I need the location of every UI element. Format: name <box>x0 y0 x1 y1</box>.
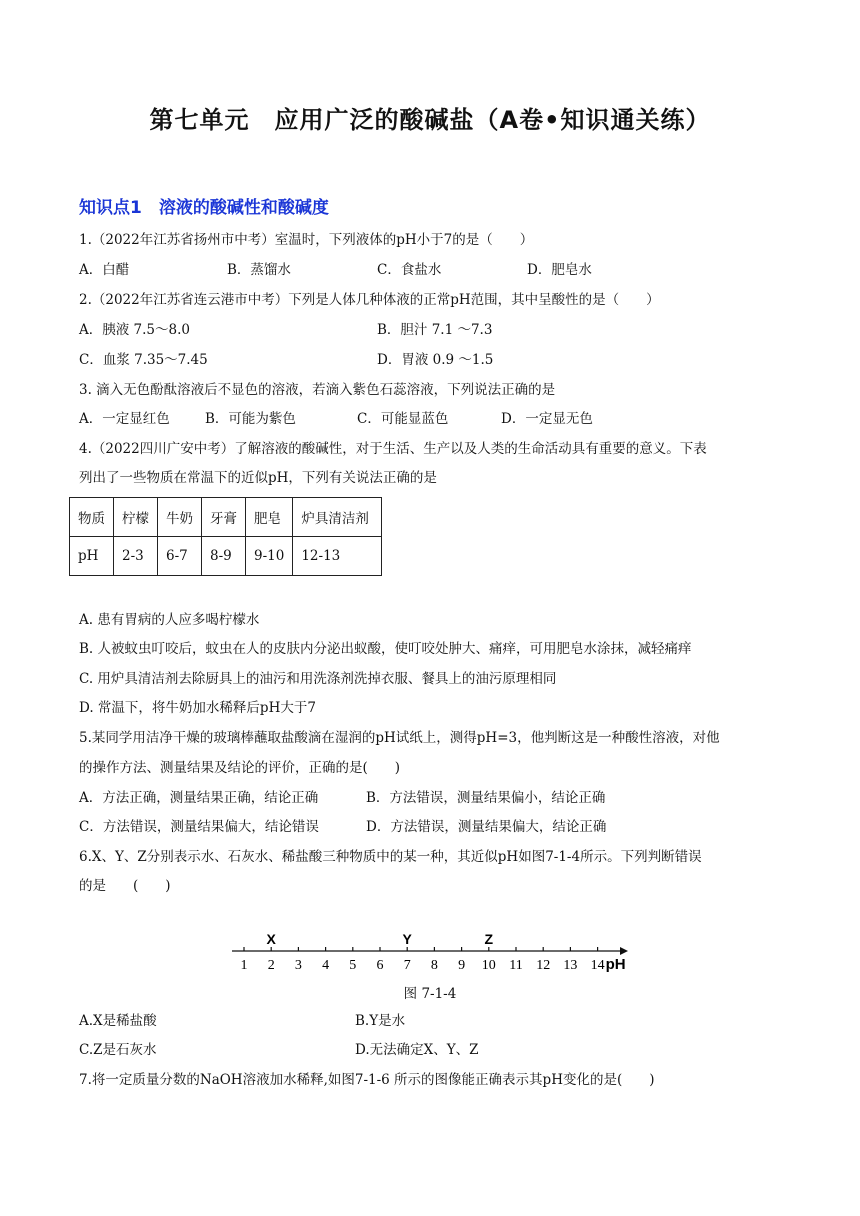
tick-label: 12 <box>536 958 551 973</box>
q5-option-c: C．方法错误，测量结果偏大，结论错误 <box>79 819 319 835</box>
axis-unit-label: pH <box>605 956 626 973</box>
question-1-stem: 1.（2022年江苏省扬州市中考）室温时，下列液体的pH小于7的是（ ） <box>79 232 534 248</box>
tick-label: 4 <box>322 958 330 973</box>
table-row <box>70 537 382 576</box>
table-header-row <box>70 498 382 537</box>
tick-label: 14 <box>590 958 605 973</box>
table-cell: 9-10 <box>246 537 293 576</box>
table-cell: 物质 <box>70 498 114 537</box>
q5-option-b: B．方法错误，测量结果偏小，结论正确 <box>366 790 606 806</box>
q1-option-b: B．蒸馏水 <box>227 262 291 278</box>
tick-label: 5 <box>349 958 357 973</box>
question-5-stem-line2: 的操作方法、测量结果及结论的评价，正确的是( ) <box>79 760 401 776</box>
q3-option-c: C．可能显蓝色 <box>357 411 449 427</box>
q1-option-d: D．肥皂水 <box>527 262 592 278</box>
q4-option-a: A. 患有胃病的人应多喝柠檬水 <box>79 612 260 628</box>
tick-label: 10 <box>481 958 496 973</box>
q1-option-a: A．白醋 <box>79 262 130 278</box>
marker-label-y: Y <box>402 931 412 947</box>
q6-option-c: C.Z是石灰水 <box>79 1042 157 1058</box>
marker-label-x: X <box>266 931 276 947</box>
q3-option-b: B．可能为紫色 <box>205 411 296 427</box>
q2-option-b: B．胆汁 7.1 ～7.3 <box>377 322 493 338</box>
page-title: 第七单元 应用广泛的酸碱盐（A卷•知识通关练） <box>149 106 711 134</box>
tick-label: 13 <box>563 958 578 973</box>
table-cell: 炉具清洁剂 <box>293 498 382 537</box>
q6-option-d: D.无法确定X、Y、Z <box>355 1042 479 1058</box>
question-6-stem-line1: 6.X、Y、Z分别表示水、石灰水、稀盐酸三种物质中的某一种，其近似pH如图7-1-4所示。下列判断错误 <box>79 849 702 865</box>
question-7-stem: 7.将一定质量分数的NaOH溶液加水稀释,如图7-1-6 所示的图像能正确表示其pH变化的是( ) <box>79 1072 655 1088</box>
q1-option-c: C．食盐水 <box>377 262 442 278</box>
q2-option-a: A．胰液 7.5～8.0 <box>79 322 190 338</box>
table-cell: 牙膏 <box>202 498 246 537</box>
tick-label: 6 <box>376 958 384 973</box>
ph-table <box>69 497 382 576</box>
q4-option-d: D. 常温下，将牛奶加水稀释后pH大于7 <box>79 700 316 716</box>
question-2-stem: 2.（2022年江苏省连云港市中考）下列是人体几种体液的正常pH范围，其中呈酸性的是（ ） <box>79 292 660 308</box>
q4-option-c: C. 用炉具清洁剂去除厨具上的油污和用洗涤剂洗掉衣服、餐具上的油污原理相同 <box>79 671 557 687</box>
table-cell: 8-9 <box>202 537 246 576</box>
figure-caption: 图 7-1-4 <box>403 986 457 1002</box>
q2-option-c: C．血浆 7.35～7.45 <box>79 352 208 368</box>
axis-arrow-icon <box>620 947 628 955</box>
table-cell: 牛奶 <box>158 498 202 537</box>
question-3-stem: 3. 滴入无色酚酞溶液后不显色的溶液，若滴入紫色石蕊溶液，下列说法正确的是 <box>79 382 556 398</box>
table-cell: 2-3 <box>114 537 158 576</box>
section-heading: 知识点1 溶液的酸碱性和酸碱度 <box>79 198 329 218</box>
q2-option-d: D．胃液 0.9 ～1.5 <box>377 352 494 368</box>
tick-label: 7 <box>403 958 411 973</box>
q6-option-b: B.Y是水 <box>355 1013 406 1029</box>
q4-option-b: B. 人被蚊虫叮咬后，蚊虫在人的皮肤内分泌出蚁酸，使叮咬处肿大、痛痒，可用肥皂水涂抹，减轻痛痒 <box>79 641 692 657</box>
tick-label: 9 <box>458 958 466 973</box>
table-cell: 柠檬 <box>114 498 158 537</box>
question-4-stem-line2: 列出了一些物质在常温下的近似pH，下列有关说法正确的是 <box>79 470 437 486</box>
table-cell: 12-13 <box>293 537 382 576</box>
tick-label: 8 <box>430 958 438 973</box>
q3-option-a: A．一定显红色 <box>79 411 170 427</box>
q3-option-d: D．一定显无色 <box>501 411 593 427</box>
q5-option-d: D．方法错误，测量结果偏大，结论正确 <box>366 819 607 835</box>
tick-label: 3 <box>294 958 302 973</box>
q5-option-a: A．方法正确，测量结果正确，结论正确 <box>79 790 319 806</box>
question-5-stem-line1: 5.某同学用洁净干燥的玻璃棒蘸取盐酸滴在湿润的pH试纸上，测得pH=3，他判断这是一种酸性溶液，对他 <box>79 730 720 746</box>
table-cell: pH <box>70 537 114 576</box>
table-cell: 肥皂 <box>246 498 293 537</box>
question-4-stem-line1: 4.（2022四川广安中考）了解溶液的酸碱性，对于生活、生产以及人类的生命活动具有重要的意义。下表 <box>79 441 707 457</box>
tick-label: 11 <box>509 958 523 973</box>
q6-option-a: A.X是稀盐酸 <box>79 1013 157 1029</box>
ph-number-line-figure <box>228 930 638 975</box>
question-6-stem-line2: 的是 ( ) <box>79 878 171 894</box>
marker-label-z: Z <box>484 931 494 947</box>
tick-label: 2 <box>267 958 275 973</box>
table-cell: 6-7 <box>158 537 202 576</box>
tick-label: 1 <box>240 958 248 973</box>
